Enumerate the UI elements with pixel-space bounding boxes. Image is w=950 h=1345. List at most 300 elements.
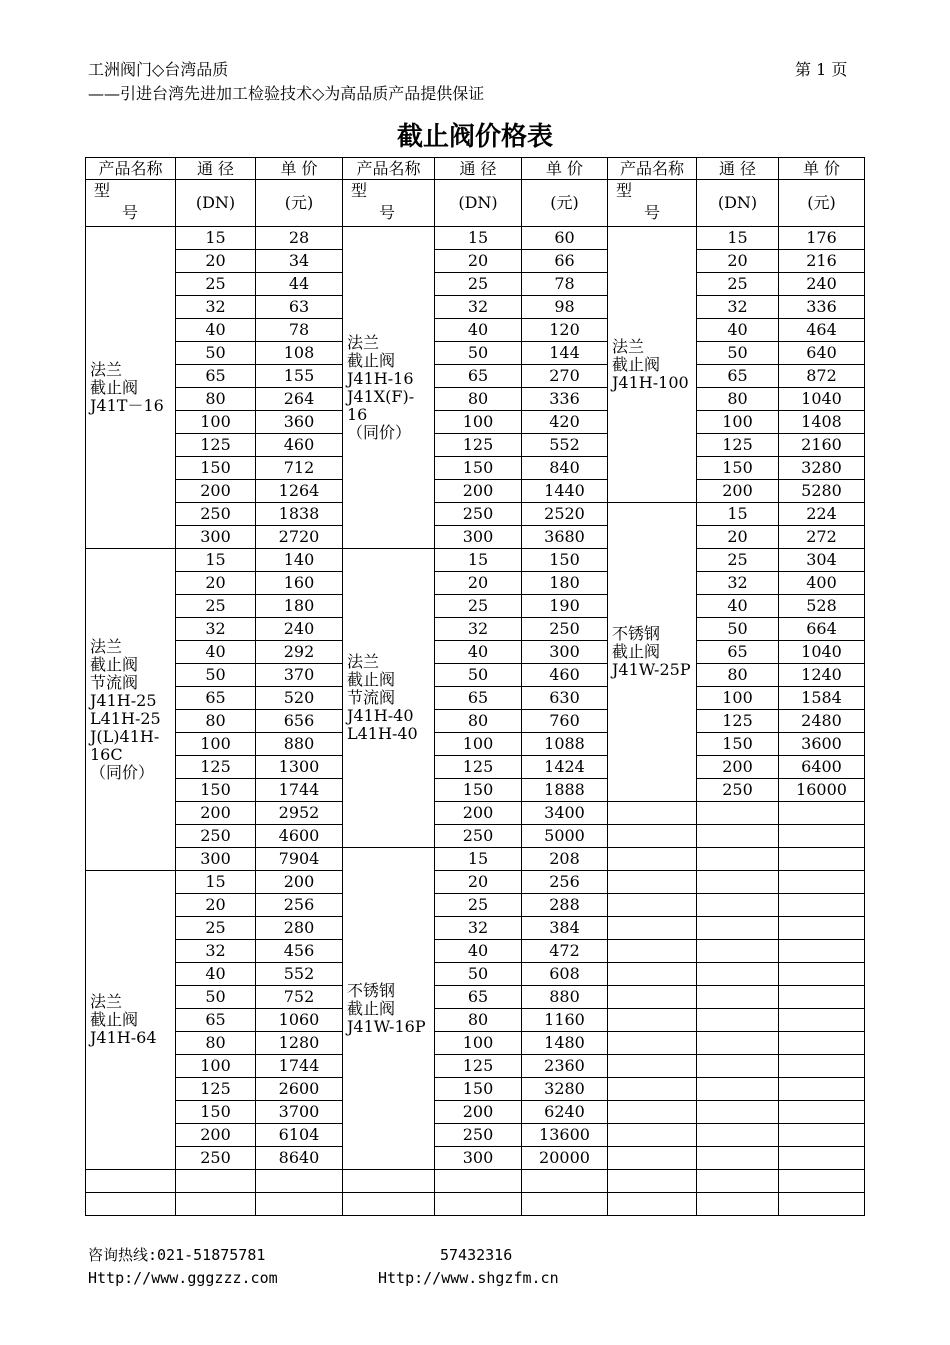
product-group-b1: 法兰 截止阀 J41H-16 J41X(F)- 16 （同价）: [343, 227, 435, 549]
dn-cell: 150: [697, 457, 779, 480]
dn-cell: [697, 825, 779, 848]
dn-cell: 80: [435, 388, 522, 411]
price-cell: 752: [256, 986, 343, 1009]
product-group-empty: [608, 1101, 697, 1124]
product-group-b2: 法兰 截止阀 节流阀 J41H-40 L41H-40: [343, 549, 435, 848]
price-cell: 200: [256, 871, 343, 894]
price-cell: 1040: [779, 388, 865, 411]
header-price-unit-3: (元): [779, 180, 865, 227]
dn-cell: 40: [697, 319, 779, 342]
price-cell: [522, 1170, 608, 1193]
price-cell: 872: [779, 365, 865, 388]
price-cell: 1240: [779, 664, 865, 687]
dn-cell: [697, 1124, 779, 1147]
table-row: [86, 1078, 865, 1101]
price-cell: 1584: [779, 687, 865, 710]
dn-cell: 32: [435, 917, 522, 940]
price-cell: 240: [256, 618, 343, 641]
dn-cell: 32: [176, 618, 256, 641]
price-cell: 16000: [779, 779, 865, 802]
price-cell: 840: [522, 457, 608, 480]
dn-cell: [697, 1055, 779, 1078]
table-row: [86, 296, 865, 319]
price-cell: [779, 1193, 865, 1216]
footer-phone: 57432316: [440, 1246, 513, 1264]
price-cell: 1838: [256, 503, 343, 526]
table-row: [86, 250, 865, 273]
dn-cell: 150: [176, 1101, 256, 1124]
price-cell: 2600: [256, 1078, 343, 1101]
dn-cell: 40: [435, 319, 522, 342]
page-title: 截止阀价格表: [396, 122, 553, 152]
model-label: 型: [351, 181, 368, 200]
price-cell: 250: [522, 618, 608, 641]
dn-cell: 65: [176, 1009, 256, 1032]
product-group-empty: [608, 871, 697, 894]
price-cell: 460: [256, 434, 343, 457]
dn-cell: 25: [176, 273, 256, 296]
table-row: [86, 1170, 865, 1193]
product-group-empty: [608, 963, 697, 986]
dn-cell: 40: [435, 641, 522, 664]
price-cell: 216: [779, 250, 865, 273]
table-row: [86, 572, 865, 595]
table-row: [86, 664, 865, 687]
price-cell: 300: [522, 641, 608, 664]
dn-cell: 250: [435, 503, 522, 526]
header-dn-unit-3: (DN): [697, 180, 779, 227]
price-cell: 7904: [256, 848, 343, 871]
table-row: [86, 940, 865, 963]
price-cell: 44: [256, 273, 343, 296]
product-group-empty: [608, 1193, 697, 1216]
table-row: [86, 871, 865, 894]
dn-cell: [697, 848, 779, 871]
header-price-1: 单 价: [256, 158, 343, 180]
price-cell: 460: [522, 664, 608, 687]
footer-url-1[interactable]: Http://www.gggzzz.com: [88, 1269, 278, 1287]
dn-cell: 20: [435, 572, 522, 595]
dn-cell: 20: [176, 250, 256, 273]
table-row: [86, 388, 865, 411]
dn-cell: 50: [435, 963, 522, 986]
dn-cell: 100: [176, 733, 256, 756]
price-cell: 464: [779, 319, 865, 342]
dn-cell: [697, 871, 779, 894]
table-row: [86, 526, 865, 549]
dn-cell: [697, 894, 779, 917]
dn-cell: [176, 1193, 256, 1216]
table-row: [86, 227, 865, 250]
footer-url-2[interactable]: Http://www.shgzfm.cn: [378, 1269, 559, 1287]
model-label: 型: [616, 181, 633, 200]
price-cell: 190: [522, 595, 608, 618]
dn-cell: 20: [697, 250, 779, 273]
price-cell: 420: [522, 411, 608, 434]
price-cell: 6400: [779, 756, 865, 779]
price-cell: 640: [779, 342, 865, 365]
price-cell: 304: [779, 549, 865, 572]
dn-cell: 250: [697, 779, 779, 802]
dn-cell: 300: [176, 848, 256, 871]
product-group-c2: 不锈钢 截止阀 J41W-25P: [608, 503, 697, 802]
table-row: [86, 963, 865, 986]
header-model-2: [343, 180, 435, 227]
product-group-empty: [608, 802, 697, 825]
dn-cell: [697, 963, 779, 986]
price-cell: 1888: [522, 779, 608, 802]
dn-cell: 150: [435, 1078, 522, 1101]
product-group-empty: [343, 1193, 435, 1216]
dn-cell: 80: [697, 388, 779, 411]
dn-cell: 20: [435, 871, 522, 894]
dn-cell: 25: [176, 595, 256, 618]
dn-cell: 100: [435, 1032, 522, 1055]
price-cell: 630: [522, 687, 608, 710]
table-row: [86, 273, 865, 296]
dn-cell: 20: [176, 894, 256, 917]
header-price-2: 单 价: [522, 158, 608, 180]
price-cell: [779, 986, 865, 1009]
price-cell: 2952: [256, 802, 343, 825]
dn-cell: 65: [176, 687, 256, 710]
price-cell: [779, 1101, 865, 1124]
dn-cell: 125: [176, 1078, 256, 1101]
price-cell: 5000: [522, 825, 608, 848]
dn-cell: 65: [435, 365, 522, 388]
product-group-empty: [608, 848, 697, 871]
dn-cell: 20: [697, 526, 779, 549]
model-label-2: 号: [122, 203, 139, 222]
price-cell: 150: [522, 549, 608, 572]
product-group-empty: [608, 1078, 697, 1101]
price-cell: 1060: [256, 1009, 343, 1032]
dn-cell: 25: [435, 595, 522, 618]
dn-cell: [697, 1147, 779, 1170]
price-cell: 552: [522, 434, 608, 457]
price-cell: 155: [256, 365, 343, 388]
price-cell: [779, 894, 865, 917]
dn-cell: [697, 802, 779, 825]
table-row: [86, 986, 865, 1009]
price-cell: 208: [522, 848, 608, 871]
table-row: [86, 802, 865, 825]
dn-cell: 25: [697, 549, 779, 572]
product-group-empty: [608, 917, 697, 940]
price-cell: [779, 802, 865, 825]
price-cell: 1088: [522, 733, 608, 756]
price-cell: 456: [256, 940, 343, 963]
price-cell: [779, 940, 865, 963]
price-cell: [522, 1193, 608, 1216]
price-cell: 66: [522, 250, 608, 273]
table-row: [86, 1101, 865, 1124]
model-label-2: 号: [379, 203, 396, 222]
table-row: [86, 641, 865, 664]
dn-cell: 125: [435, 1055, 522, 1078]
price-cell: [779, 848, 865, 871]
dn-cell: [697, 1101, 779, 1124]
product-group-a2: 法兰 截止阀 节流阀 J41H-25 L41H-25 J(L)41H- 16C （同价）: [86, 549, 176, 871]
dn-cell: 200: [176, 802, 256, 825]
price-cell: 608: [522, 963, 608, 986]
dn-cell: 25: [435, 894, 522, 917]
dn-cell: 25: [697, 273, 779, 296]
dn-cell: 15: [697, 227, 779, 250]
price-cell: 160: [256, 572, 343, 595]
dn-cell: 200: [435, 1101, 522, 1124]
price-cell: 180: [256, 595, 343, 618]
table-row: [86, 779, 865, 802]
page-number: 第 1 页: [795, 60, 848, 79]
dn-cell: 100: [435, 733, 522, 756]
product-group-empty: [608, 1170, 697, 1193]
product-group-empty: [608, 1009, 697, 1032]
price-cell: 528: [779, 595, 865, 618]
dn-cell: 250: [435, 1124, 522, 1147]
header-row-names: [86, 158, 865, 180]
dn-cell: 50: [176, 342, 256, 365]
product-group-empty: [608, 986, 697, 1009]
price-cell: 400: [779, 572, 865, 595]
dn-cell: 50: [435, 664, 522, 687]
price-cell: 472: [522, 940, 608, 963]
dn-cell: [697, 1193, 779, 1216]
dn-cell: 125: [697, 434, 779, 457]
dn-cell: 200: [435, 802, 522, 825]
price-cell: 60: [522, 227, 608, 250]
table-row: [86, 894, 865, 917]
dn-cell: [697, 986, 779, 1009]
price-cell: 28: [256, 227, 343, 250]
dn-cell: 32: [435, 618, 522, 641]
price-cell: 120: [522, 319, 608, 342]
price-cell: [779, 1055, 865, 1078]
price-cell: 336: [522, 388, 608, 411]
dn-cell: 40: [176, 319, 256, 342]
dn-cell: 150: [435, 457, 522, 480]
dn-cell: 150: [176, 457, 256, 480]
dn-cell: 100: [697, 687, 779, 710]
dn-cell: 150: [435, 779, 522, 802]
price-cell: 1264: [256, 480, 343, 503]
price-cell: 280: [256, 917, 343, 940]
price-cell: 664: [779, 618, 865, 641]
dn-cell: 125: [697, 710, 779, 733]
header-price-unit-1: (元): [256, 180, 343, 227]
price-cell: 272: [779, 526, 865, 549]
dn-cell: 50: [435, 342, 522, 365]
dn-cell: 200: [697, 480, 779, 503]
product-group-empty: [608, 825, 697, 848]
dn-cell: 50: [697, 618, 779, 641]
table-row: [86, 595, 865, 618]
dn-cell: [435, 1170, 522, 1193]
dn-cell: 80: [176, 1032, 256, 1055]
price-cell: 1744: [256, 779, 343, 802]
dn-cell: 200: [697, 756, 779, 779]
model-label-2: 号: [644, 203, 661, 222]
header-dn-unit-2: (DN): [435, 180, 522, 227]
dn-cell: 250: [176, 825, 256, 848]
price-cell: 2480: [779, 710, 865, 733]
dn-cell: 32: [435, 296, 522, 319]
dn-cell: 300: [176, 526, 256, 549]
price-cell: [779, 1170, 865, 1193]
product-group-empty: [608, 1055, 697, 1078]
dn-cell: [697, 917, 779, 940]
product-group-empty: [343, 1170, 435, 1193]
price-cell: 264: [256, 388, 343, 411]
table-row: [86, 733, 865, 756]
product-group-b3: 不锈钢 截止阀 J41W-16P: [343, 848, 435, 1170]
price-cell: 4600: [256, 825, 343, 848]
price-cell: 78: [522, 273, 608, 296]
product-group-a3: 法兰 截止阀 J41H-64: [86, 871, 176, 1170]
price-cell: 1408: [779, 411, 865, 434]
dn-cell: [697, 1078, 779, 1101]
dn-cell: 15: [435, 848, 522, 871]
dn-cell: 80: [435, 1009, 522, 1032]
dn-cell: 150: [697, 733, 779, 756]
price-cell: 1280: [256, 1032, 343, 1055]
price-cell: 360: [256, 411, 343, 434]
dn-cell: 40: [176, 963, 256, 986]
price-cell: 8640: [256, 1147, 343, 1170]
dn-cell: 65: [176, 365, 256, 388]
price-cell: 140: [256, 549, 343, 572]
dn-cell: 300: [435, 526, 522, 549]
table-row: [86, 1193, 865, 1216]
dn-cell: 200: [176, 1124, 256, 1147]
dn-cell: 32: [697, 572, 779, 595]
price-cell: [256, 1193, 343, 1216]
table-row: [86, 457, 865, 480]
table-row: [86, 848, 865, 871]
price-cell: 712: [256, 457, 343, 480]
price-cell: [779, 1009, 865, 1032]
header-model-3: [608, 180, 697, 227]
header-dn-unit-1: (DN): [176, 180, 256, 227]
dn-cell: 200: [176, 480, 256, 503]
dn-cell: 15: [697, 503, 779, 526]
dn-cell: 65: [697, 365, 779, 388]
price-cell: [779, 1032, 865, 1055]
dn-cell: 80: [176, 710, 256, 733]
price-cell: [256, 1170, 343, 1193]
price-cell: 292: [256, 641, 343, 664]
product-group-empty: [608, 940, 697, 963]
product-group-empty: [86, 1193, 176, 1216]
price-cell: 1300: [256, 756, 343, 779]
header-product-name-3: 产品名称: [608, 158, 697, 180]
price-cell: 2160: [779, 434, 865, 457]
price-cell: 6104: [256, 1124, 343, 1147]
header-dn-1: 通 径: [176, 158, 256, 180]
product-group-empty: [608, 1032, 697, 1055]
price-cell: 656: [256, 710, 343, 733]
dn-cell: [697, 1170, 779, 1193]
header-dn-3: 通 径: [697, 158, 779, 180]
dn-cell: 15: [176, 871, 256, 894]
table-row: [86, 503, 865, 526]
dn-cell: 32: [176, 940, 256, 963]
price-cell: [779, 1078, 865, 1101]
dn-cell: [697, 1009, 779, 1032]
price-cell: 20000: [522, 1147, 608, 1170]
table-row: [86, 1009, 865, 1032]
dn-cell: 15: [435, 549, 522, 572]
dn-cell: 250: [435, 825, 522, 848]
table-row: [86, 1147, 865, 1170]
price-cell: 176: [779, 227, 865, 250]
dn-cell: 125: [435, 756, 522, 779]
header-row-units: [86, 180, 865, 227]
price-cell: 3680: [522, 526, 608, 549]
table-row: [86, 687, 865, 710]
price-cell: 880: [256, 733, 343, 756]
dn-cell: 15: [176, 227, 256, 250]
dn-cell: 15: [176, 549, 256, 572]
dn-cell: [697, 1032, 779, 1055]
price-table-body: [86, 158, 865, 1216]
dn-cell: [435, 1193, 522, 1216]
price-cell: 180: [522, 572, 608, 595]
dn-cell: 40: [176, 641, 256, 664]
table-row: [86, 411, 865, 434]
price-cell: 288: [522, 894, 608, 917]
dn-cell: 32: [176, 296, 256, 319]
dn-cell: [176, 1170, 256, 1193]
dn-cell: 50: [176, 664, 256, 687]
dn-cell: 250: [176, 503, 256, 526]
model-label: 型: [94, 181, 111, 200]
header-price-3: 单 价: [779, 158, 865, 180]
table-row: [86, 710, 865, 733]
dn-cell: 300: [435, 1147, 522, 1170]
product-group-a1: 法兰 截止阀 J41T－16: [86, 227, 176, 549]
dn-cell: [697, 940, 779, 963]
table-row: [86, 1032, 865, 1055]
price-cell: [779, 963, 865, 986]
dn-cell: 80: [697, 664, 779, 687]
price-cell: 2520: [522, 503, 608, 526]
price-table: [85, 157, 865, 1216]
price-cell: 240: [779, 273, 865, 296]
price-cell: 3700: [256, 1101, 343, 1124]
dn-cell: 25: [435, 273, 522, 296]
dn-cell: 125: [435, 434, 522, 457]
price-cell: 13600: [522, 1124, 608, 1147]
dn-cell: 25: [176, 917, 256, 940]
price-cell: 78: [256, 319, 343, 342]
price-cell: [779, 871, 865, 894]
price-cell: 34: [256, 250, 343, 273]
price-cell: 3280: [779, 457, 865, 480]
price-cell: 1744: [256, 1055, 343, 1078]
price-cell: 1160: [522, 1009, 608, 1032]
dn-cell: 15: [435, 227, 522, 250]
price-cell: 224: [779, 503, 865, 526]
price-cell: [779, 1124, 865, 1147]
footer-hotline: 咨询热线:021-51875781: [88, 1246, 266, 1264]
table-row: [86, 917, 865, 940]
table-row: [86, 756, 865, 779]
dn-cell: 250: [176, 1147, 256, 1170]
dn-cell: 150: [176, 779, 256, 802]
dn-cell: 100: [435, 411, 522, 434]
price-cell: 1040: [779, 641, 865, 664]
